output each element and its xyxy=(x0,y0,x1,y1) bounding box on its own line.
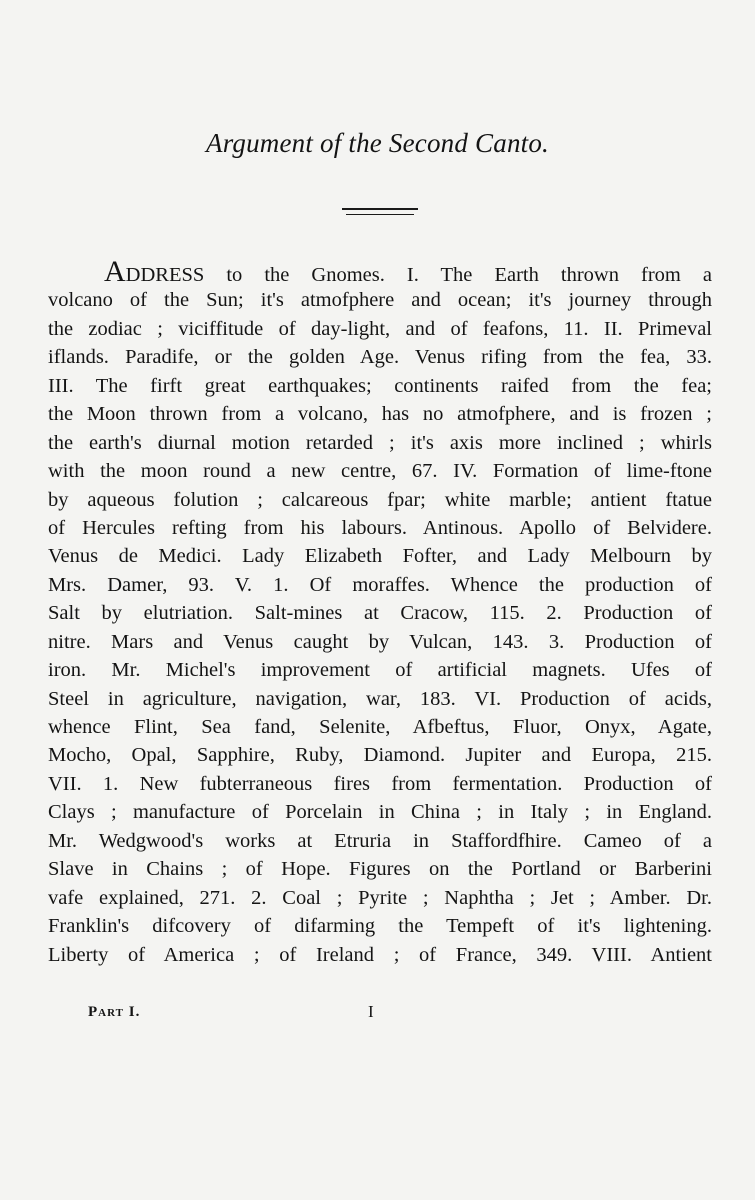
line-text: with the moon round a new centre, 67. IV. Formation of lime-ftone xyxy=(48,460,712,483)
line-text: Mr. Wedgwood's works at Etruria in Staffordfhire. Cameo of a xyxy=(48,829,712,852)
line-text: Mocho, Opal, Sapphire, Ruby, Diamond. Jupiter and Europa, 215. xyxy=(48,744,712,767)
line-text: iron. Mr. Michel's improvement of artificial magnets. Ufes of xyxy=(48,659,712,682)
line-text: Franklin's difcovery of difarming the Tempeft of it's lightening. xyxy=(48,915,712,938)
text-line xyxy=(48,912,712,940)
line-text: Clays ; manufacture of Porcelain in China ; in Italy ; in England. xyxy=(48,801,712,824)
drop-cap: A xyxy=(104,255,126,288)
title-rule-lower xyxy=(346,214,414,215)
line-text: Mrs. Damer, 93. V. 1. Of moraffes. Whence the production of xyxy=(48,573,712,596)
line-text: vafe explained, 271. 2. Coal ; Pyrite ; Naphtha ; Jet ; Amber. Dr. xyxy=(48,886,712,909)
text-line xyxy=(48,628,712,656)
text-line xyxy=(48,713,712,741)
line-text: by aqueous folution ; calcareous fpar; white marble; antient ftatue xyxy=(48,488,712,511)
text-line xyxy=(48,457,712,485)
footer-signature-mark: I xyxy=(368,1002,374,1021)
text-line xyxy=(48,884,712,912)
line-text: volcano of the Sun; it's atmofphere and ocean; it's journey through xyxy=(48,289,712,312)
line-text: whence Flint, Sea fand, Selenite, Afbeftus, Fluor, Onyx, Agate, xyxy=(48,716,712,738)
line-text: the zodiac ; viciffitude of day-light, and of feafons, 11. II. Primeval xyxy=(48,317,712,340)
text-line xyxy=(48,514,712,542)
line-text: III. The firft great earthquakes; continents raifed from the fea; xyxy=(48,374,712,397)
line-text: VII. 1. New fubterraneous fires from fermentation. Production of xyxy=(48,772,712,795)
line-text: Salt by elutriation. Salt-mines at Cracow, 115. 2. Production of xyxy=(48,602,712,625)
text-line xyxy=(48,486,712,514)
page-footer xyxy=(0,1004,755,1028)
text-line xyxy=(48,400,712,428)
text-line xyxy=(48,372,712,400)
line-text: DDRESS to the Gnomes. I. The Earth thrown from a xyxy=(125,264,712,286)
text-line xyxy=(48,827,712,855)
text-line xyxy=(48,599,712,627)
text-line xyxy=(48,855,712,883)
line-text: of Hercules refting from his labours. Antinous. Apollo of Belvidere. xyxy=(48,516,712,539)
line-text: iflands. Paradife, or the golden Age. Venus rifing from the fea, 33. xyxy=(48,346,712,369)
text-line xyxy=(48,429,712,457)
text-line xyxy=(48,255,712,288)
text-line xyxy=(48,315,712,343)
argument-text xyxy=(48,255,712,969)
text-line xyxy=(48,741,712,769)
text-line xyxy=(48,798,712,826)
text-line xyxy=(48,571,712,599)
line-text: the earth's diurnal motion retarded ; it's axis more inclined ; whirls xyxy=(48,431,712,454)
line-text: the Moon thrown from a volcano, has no atmofphere, and is frozen ; xyxy=(48,403,712,426)
line-text: Steel in agriculture, navigation, war, 183. VI. Production of acids, xyxy=(48,687,712,710)
text-line xyxy=(48,941,712,969)
title-rule-upper xyxy=(342,208,418,210)
line-text: Slave in Chains ; of Hope. Figures on the Portland or Barberini xyxy=(48,858,712,881)
text-line xyxy=(48,343,712,371)
line-text: nitre. Mars and Venus caught by Vulcan, 143. 3. Production of xyxy=(48,630,712,653)
text-line xyxy=(48,542,712,570)
text-line xyxy=(48,685,712,713)
line-text: Venus de Medici. Lady Elizabeth Fofter, and Lady Melbourn by xyxy=(48,545,712,568)
line-text: Liberty of America ; of Ireland ; of France, 349. VIII. Antient xyxy=(48,943,712,966)
text-line xyxy=(48,656,712,684)
footer-part-label: Part I. xyxy=(88,1004,141,1020)
text-line xyxy=(48,770,712,798)
text-line xyxy=(48,286,712,314)
page-title: Argument of the Second Canto. xyxy=(206,128,549,158)
